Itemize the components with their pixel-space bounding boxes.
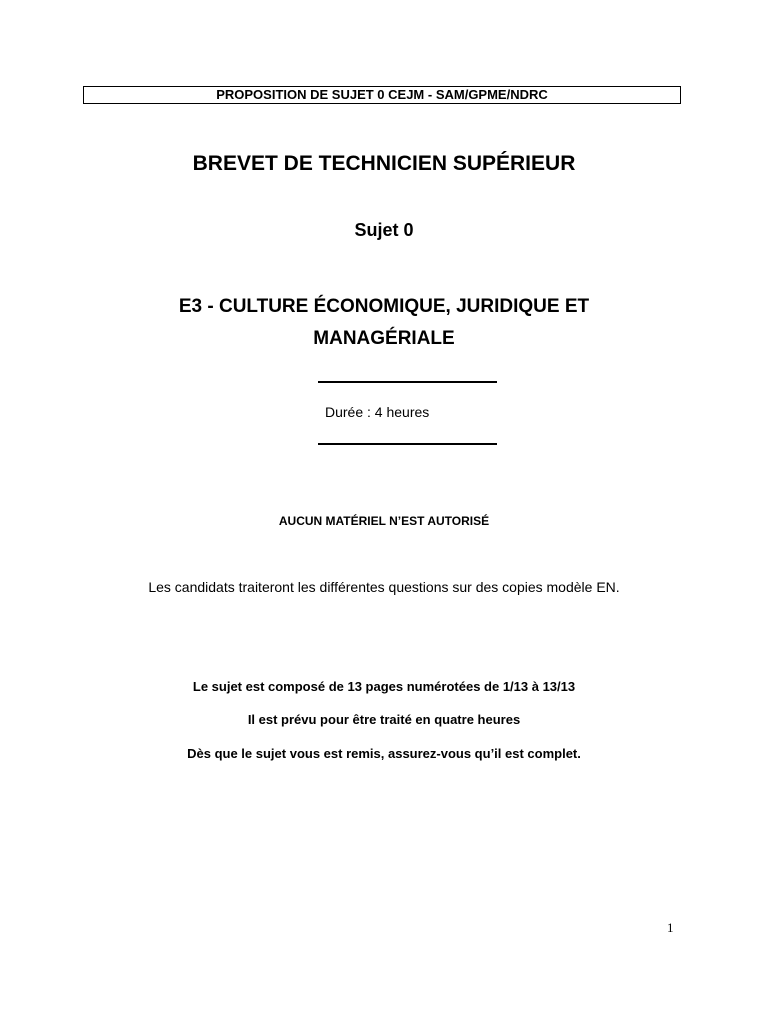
document-title: BREVET DE TECHNICIEN SUPÉRIEUR <box>192 152 576 175</box>
candidate-instructions: Les candidats traiteront les différentes questions sur des copies modèle EN. <box>148 579 620 595</box>
exam-title-line-2: MANAGÉRIALE <box>313 328 455 349</box>
exam-title-line-1: E3 - CULTURE ÉCONOMIQUE, JURIDIQUE ET <box>178 296 590 317</box>
document-header-box <box>83 86 681 104</box>
subject-label: Sujet 0 <box>354 220 414 240</box>
no-material-notice: AUCUN MATÉRIEL N’EST AUTORISÉ <box>278 514 490 528</box>
page-number: 1 <box>667 920 674 935</box>
completeness-info: Dès que le sujet vous est remis, assurez-vous qu’il est complet. <box>187 746 581 761</box>
document-header-text: PROPOSITION DE SUJET 0 CEJM - SAM/GPME/NDRC <box>216 87 548 102</box>
duration-text: Durée : 4 heures <box>325 404 430 420</box>
duration-rule-top <box>318 381 497 383</box>
page-count-info: Le sujet est composé de 13 pages numérotées de 1/13 à 13/13 <box>192 679 576 694</box>
time-info: Il est prévu pour être traité en quatre heures <box>247 712 521 727</box>
duration-rule-bottom <box>318 443 497 445</box>
exam-title <box>0 291 768 355</box>
